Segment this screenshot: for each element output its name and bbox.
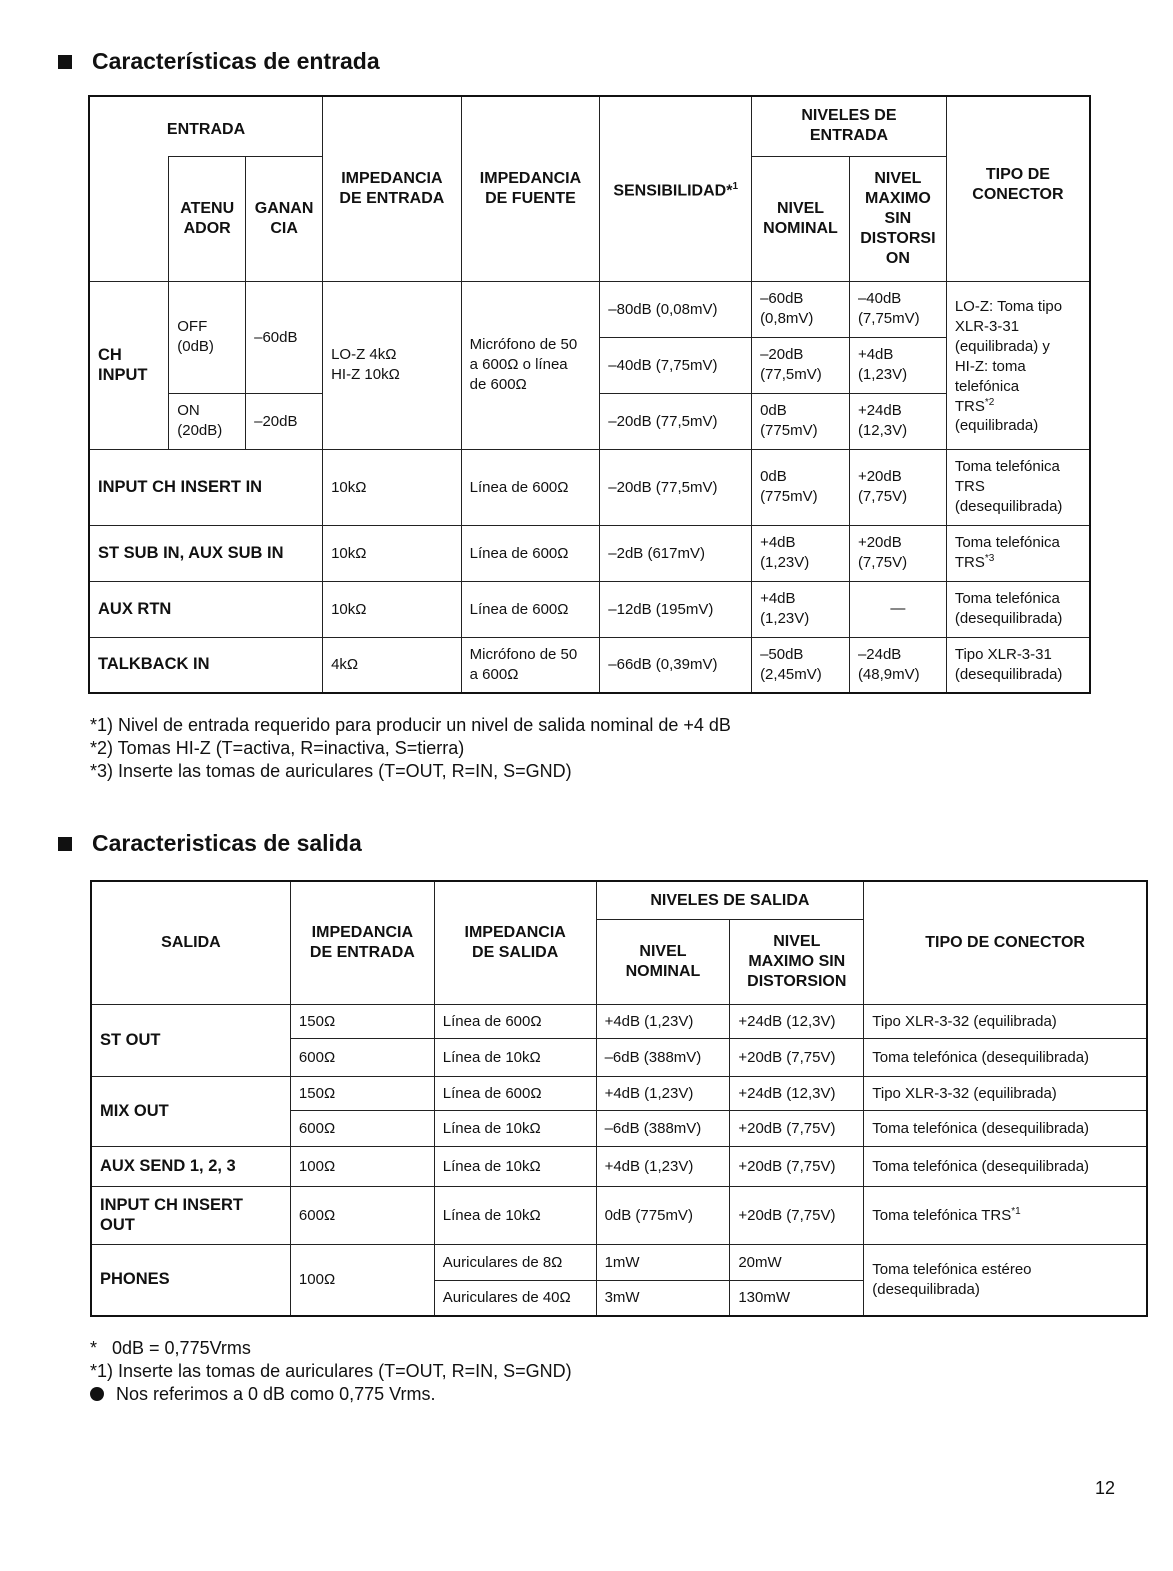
square-bullet-icon [58,55,72,69]
header-entrada: ENTRADA [89,96,323,156]
ch-input-impedance: LO-Z 4kΩ HI-Z 10kΩ [323,281,462,449]
ch-input-nominal-3: 0dB (775mV) [752,393,850,449]
ch-input-sens-1: –80dB (0,08mV) [600,281,752,337]
header-tipo-conector: TIPO DE CONECTOR [946,96,1090,281]
ch-input-max-1: –40dB (7,75mV) [849,281,946,337]
header-impedancia-salida: IMPEDANCIA DE SALIDA [434,881,596,1004]
header-niveles-entrada: NIVELES DE ENTRADA [752,96,947,156]
header-impedancia-entrada: IMPEDANCIA DE ENTRADA [323,96,462,281]
ch-input-max-2: +4dB (1,23V) [849,337,946,393]
output-footnotes: * 0dB = 0,775Vrms *1) Inserte las tomas de auriculares (T=OUT, R=IN, S=GND) Nos referimos a 0 dB como 0,775 Vrms. [90,1338,572,1404]
ch-input-source: Micrófono de 50 a 600Ω o línea de 600Ω [461,281,600,449]
table-row: INPUT CH INSERT OUT 600Ω Línea de 10kΩ 0dB (775mV) +20dB (7,75V) Toma telefónica TRS$^{*1}$ [91,1186,1147,1244]
table-row: 600Ω Línea de 10kΩ –6dB (388mV) +20dB (7,75V) Toma telefónica (desequilibrada) [91,1038,1147,1076]
header-tipo-conector-out: TIPO DE CONECTOR [864,881,1147,1004]
ch-input-connector: LO-Z: Toma tipo XLR-3-31 (equilibrada) y HI-Z: toma telefónica TRS$^{*2}$ (equilibrada) [946,281,1090,449]
header-niveles-salida: NIVELES DE SALIDA [596,881,864,919]
atten-off-gain: –60dB [246,281,323,393]
ch-input-sens-3: –20dB (77,5mV) [600,393,752,449]
table-row: MIX OUT 150Ω Línea de 600Ω +4dB (1,23V) +24dB (12,3V) Tipo XLR-3-32 (equilibrada) [91,1076,1147,1110]
table-row: AUX RTN 10kΩ Línea de 600Ω –12dB (195mV) +4dB (1,23V) — Toma telefónica (desequilibrada) [89,581,1090,637]
table-row: 600Ω Línea de 10kΩ –6dB (388mV) +20dB (7,75V) Toma telefónica (desequilibrada) [91,1110,1147,1146]
table-row: ST OUT 150Ω Línea de 600Ω +4dB (1,23V) +24dB (12,3V) Tipo XLR-3-32 (equilibrada) [91,1004,1147,1038]
table-row: PHONES 100Ω Auriculares de 8Ω 1mW 20mW Toma telefónica estéreo (desequilibrada) [91,1244,1147,1280]
header-entrada-spacer [89,156,169,281]
header-sensibilidad: SENSIBILIDAD*$^1$ [600,96,752,281]
header-salida: SALIDA [91,881,290,1004]
atten-on-label: ON (20dB) [169,393,246,449]
input-section-title: Características de entrada [58,48,380,75]
header-nivel-nominal: NIVEL NOMINAL [752,156,850,281]
header-impedancia-fuente: IMPEDANCIA DE FUENTE [461,96,600,281]
table-row: TALKBACK IN 4kΩ Micrófono de 50 a 600Ω –66dB (0,39mV) –50dB (2,45mV) –24dB (48,9mV) Tipo XLR-3-31 (desequilibrada) [89,637,1090,693]
table-row: Auriculares de 40Ω 3mW 130mW [91,1280,1147,1316]
header-impedancia-entrada-out: IMPEDANCIA DE ENTRADA [290,881,434,1004]
header-atenuador: ATENU ADOR [169,156,246,281]
ch-input-sens-2: –40dB (7,75mV) [600,337,752,393]
square-bullet-icon [58,837,72,851]
table-row: ST SUB IN, AUX SUB IN 10kΩ Línea de 600Ω –2dB (617mV) +4dB (1,23V) +20dB (7,75V) Toma telefónica TRS$^{*3}$ [89,525,1090,581]
header-ganancia: GANAN CIA [246,156,323,281]
input-footnotes: *1) Nivel de entrada requerido para producir un nivel de salida nominal de +4 dB *2) Tomas HI-Z (T=activa, R=inactiva, S=tierra) *3) Inserte las tomas de auriculares (T=OUT, R=IN, S=GND) [90,715,731,781]
atten-off-label: OFF (0dB) [169,281,246,393]
header-nivel-nominal-out: NIVEL NOMINAL [596,919,730,1004]
header-nivel-maximo: NIVEL MAXIMO SIN DISTORSI ON [849,156,946,281]
ch-input-nominal-1: –60dB (0,8mV) [752,281,850,337]
ch-input-label: CH INPUT [89,281,169,449]
table-row: INPUT CH INSERT IN 10kΩ Línea de 600Ω –20dB (77,5mV) 0dB (775mV) +20dB (7,75V) Toma telefónica TRS (desequilibrada) [89,449,1090,525]
header-nivel-maximo-out: NIVEL MAXIMO SIN DISTORSION [730,919,864,1004]
bullet-note: Nos referimos a 0 dB como 0,775 Vrms. [90,1383,572,1406]
ch-input-max-3: +24dB (12,3V) [849,393,946,449]
input-characteristics-table [88,95,1091,694]
bullet-icon [90,1387,104,1401]
table-row: AUX SEND 1, 2, 3 100Ω Línea de 10kΩ +4dB (1,23V) +20dB (7,75V) Toma telefónica (desequilibrada) [91,1146,1147,1186]
atten-on-gain: –20dB [246,393,323,449]
page-number: 12 [1094,1478,1115,1498]
output-characteristics-table [90,880,1148,1317]
output-section-title: Caracteristicas de salida [58,830,362,857]
ch-input-nominal-2: –20dB (77,5mV) [752,337,850,393]
